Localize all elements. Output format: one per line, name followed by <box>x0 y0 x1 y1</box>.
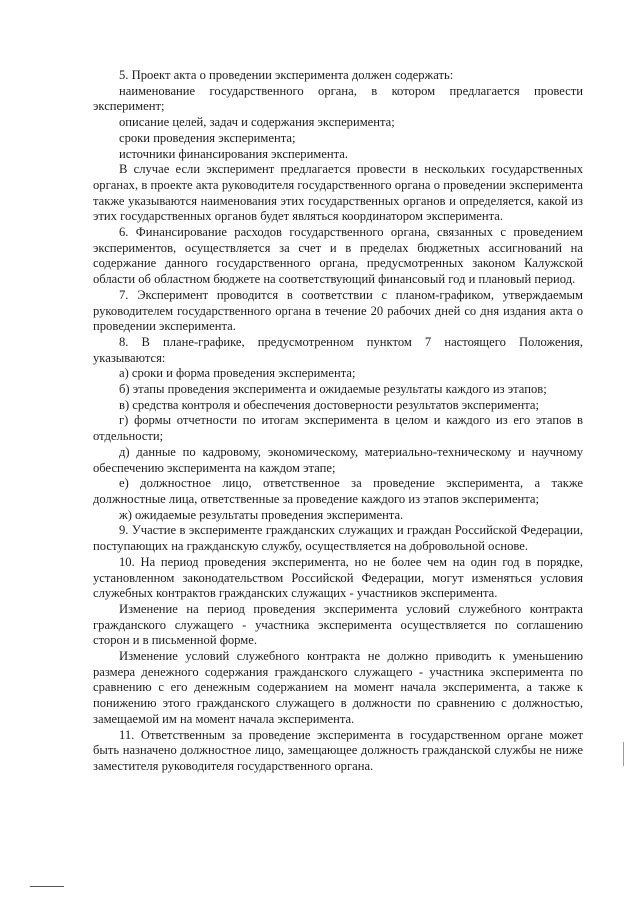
paragraph-7: 7. Эксперимент проводится в соответствии с планом-графиком, утверждаемым руководителем государственного органа в течение 20 рабочих дней со дня издания акта о проведении эксперимента. <box>93 287 583 334</box>
paragraph-8-item-v: в) средства контроля и обеспечения достоверности результатов эксперимента; <box>119 397 539 412</box>
document-body <box>93 68 583 775</box>
paragraph-8-item-d: д) данные по кадровому, экономическому, материально-техническому и научному обеспечению эксперимента на каждом этапе; <box>93 444 583 475</box>
paragraph-5: 5. Проект акта о проведении эксперимента должен содержать: <box>119 68 454 82</box>
paragraph-5-item-description: описание целей, задач и содержания эксперимента; <box>119 115 395 130</box>
paragraph-8-item-zh: ж) ожидаемые результаты проведения эксперимента. <box>119 507 404 522</box>
paragraph-10-agreement: Изменение на период проведения эксперимента условий служебного контракта гражданского служащего - участника эксперимента осуществляется по соглашению сторон и в письменной форме. <box>93 601 583 648</box>
paragraph-8-item-g: г) формы отчетности по итогам эксперимента в целом и каждого из его этапов в отдельности; <box>93 413 583 444</box>
paragraph-8: 8. В плане-графике, предусмотренном пунктом 7 настоящего Положения, указываются: <box>93 334 583 365</box>
paragraph-11: 11. Ответственным за проведение эксперимента в государственном органе может быть назначено должностное лицо, замещающее должность гражданской службы не ниже заместителя руководителя государственного органа. <box>93 727 583 773</box>
paragraph-10-salary: Изменение условий служебного контракта не должно приводить к уменьшению размера денежного содержания гражданского служащего - участника эксперимента по сравнению с его денежным содержанием на момент начала эксперимента, а также к понижению этого гражданского служащего в должности по сравнению с должностью, замещаемой им на момент начала эксперимента. <box>93 649 583 726</box>
paragraph-5-item-terms: сроки проведения эксперимента; <box>119 130 296 145</box>
scan-mark-line <box>30 886 64 887</box>
paragraph-5-multiple-organs: В случае если эксперимент предлагается провести в нескольких государственных органах, в проекте акта руководителя государственного органа о проведении эксперимента также указываются наименования этих государственных органов и определяется, какой из этих государственных органов будет являться координатором эксперимента. <box>93 162 583 224</box>
paragraph-8-item-b: б) этапы проведения эксперимента и ожидаемые результаты каждого из этапов; <box>119 382 547 397</box>
paragraph-6: 6. Финансирование расходов государственного органа, связанных с проведением экспериментов, осуществляется за счет и в пределах бюджетных ассигнований на содержание данного государственного органа, предусмотренных законом Калужской области об областном бюджете на соответствующий финансовый год и плановый период. <box>93 225 583 287</box>
paragraph-8-item-a: а) сроки и форма проведения эксперимента; <box>119 366 356 381</box>
paragraph-5-item-funding: источники финансирования эксперимента. <box>119 146 348 161</box>
paragraph-5-item-name: наименование государственного органа, в котором предлагается провести эксперимент; <box>93 83 583 114</box>
paragraph-10: 10. На период проведения эксперимента, но не более чем на один год в порядке, установленном законодательством Российской Федерации, могут изменяться условия служебных контрактов гражданских служащих - участников эксперимента. <box>93 554 583 601</box>
paragraph-9: 9. Участие в эксперименте гражданских служащих и граждан Российской Федерации, поступающих на гражданскую службу, осуществляется на добровольной основе. <box>93 523 583 554</box>
scan-edge-mark <box>623 742 624 766</box>
paragraph-8-item-e: е) должностное лицо, ответственное за проведение эксперимента, а также должностные лица, ответственные за проведение каждого из этапов эксперимента; <box>93 476 583 506</box>
